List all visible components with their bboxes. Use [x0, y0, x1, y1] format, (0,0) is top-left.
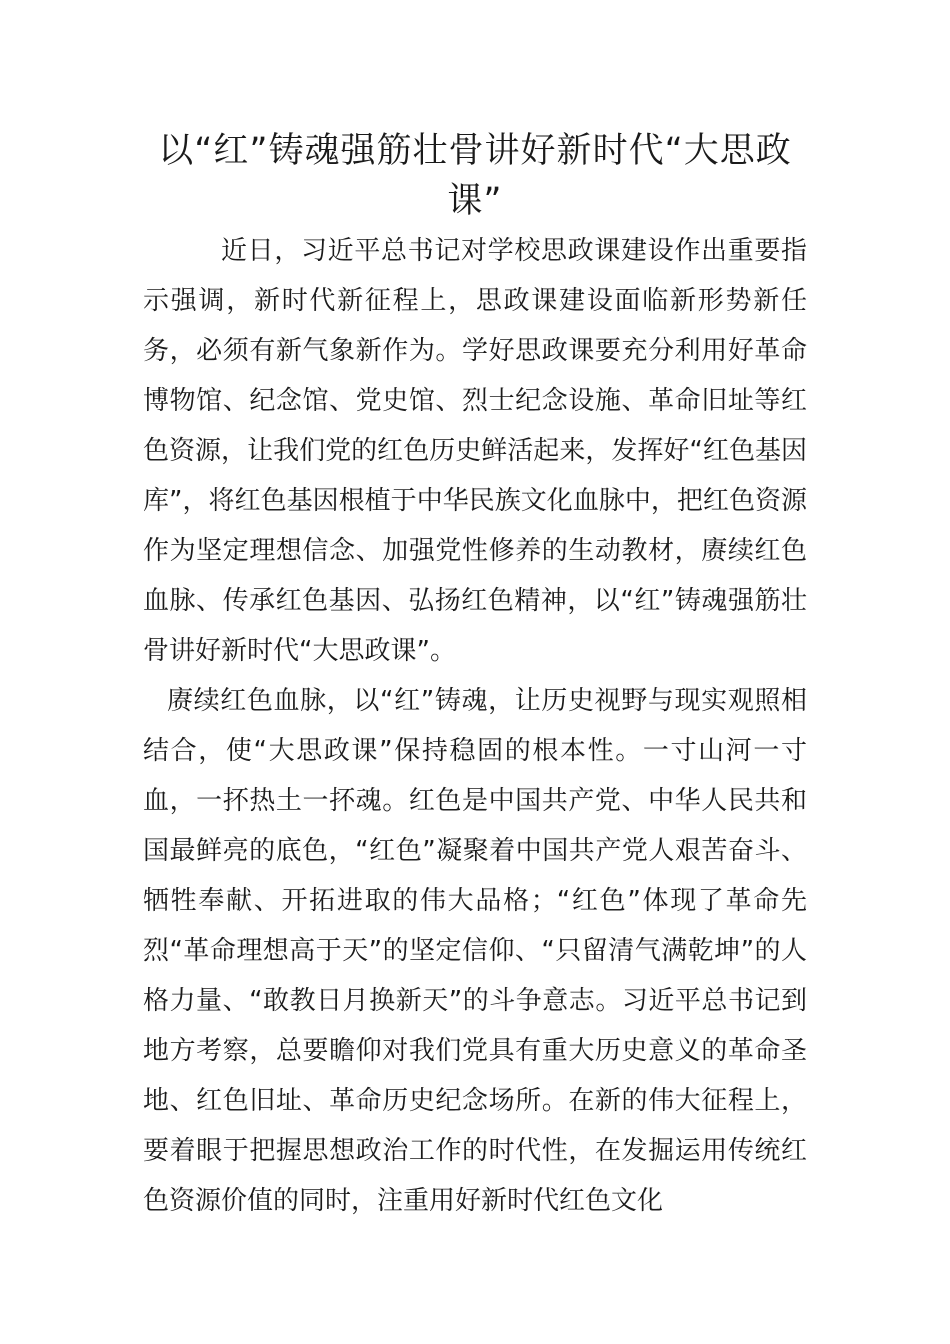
document-body	[143, 226, 807, 1226]
paragraph-1: 近日，习近平总书记对学校思政课建设作出重要指示强调，新时代新征程上，思政课建设面临新形势新任务，必须有新气象新作为。学好思政课要充分利用好革命博物馆、纪念馆、党史馆、烈士纪念设施、革命旧址等红色资源，让我们党的红色历史鲜活起来，发挥好“红色基因库”，将红色基因根植于中华民族文化血脉中，把红色资源作为坚定理想信念、加强党性修养的生动教材，赓续红色血脉、传承红色基因、弘扬红色精神，以“红”铸魂强筋壮骨讲好新时代“大思政课”。	[143, 236, 807, 666]
document-title: 以“红”铸魂强筋壮骨讲好新时代“大思政课”	[158, 131, 792, 221]
paragraph-2: 赓续红色血脉，以“红”铸魂，让历史视野与现实观照相结合，使“大思政课”保持稳固的根本性。一寸山河一寸血，一抔热土一抔魂。红色是中国共产党、中华人民共和国最鲜亮的底色，“红色”凝聚着中国共产党人艰苦奋斗、牺牲奉献、开拓进取的伟大品格；“红色”体现了革命先烈“革命理想高于天”的坚定信仰、“只留清气满乾坤”的人格力量、“敢教日月换新天”的斗争意志。习近平总书记到地方考察，总要瞻仰对我们党具有重大历史意义的革命圣地、红色旧址、革命历史纪念场所。在新的伟大征程上，要着眼于把握思想政治工作的时代性，在发掘运用传统红色资源价值的同时，注重用好新时代红色文化	[143, 686, 807, 1216]
